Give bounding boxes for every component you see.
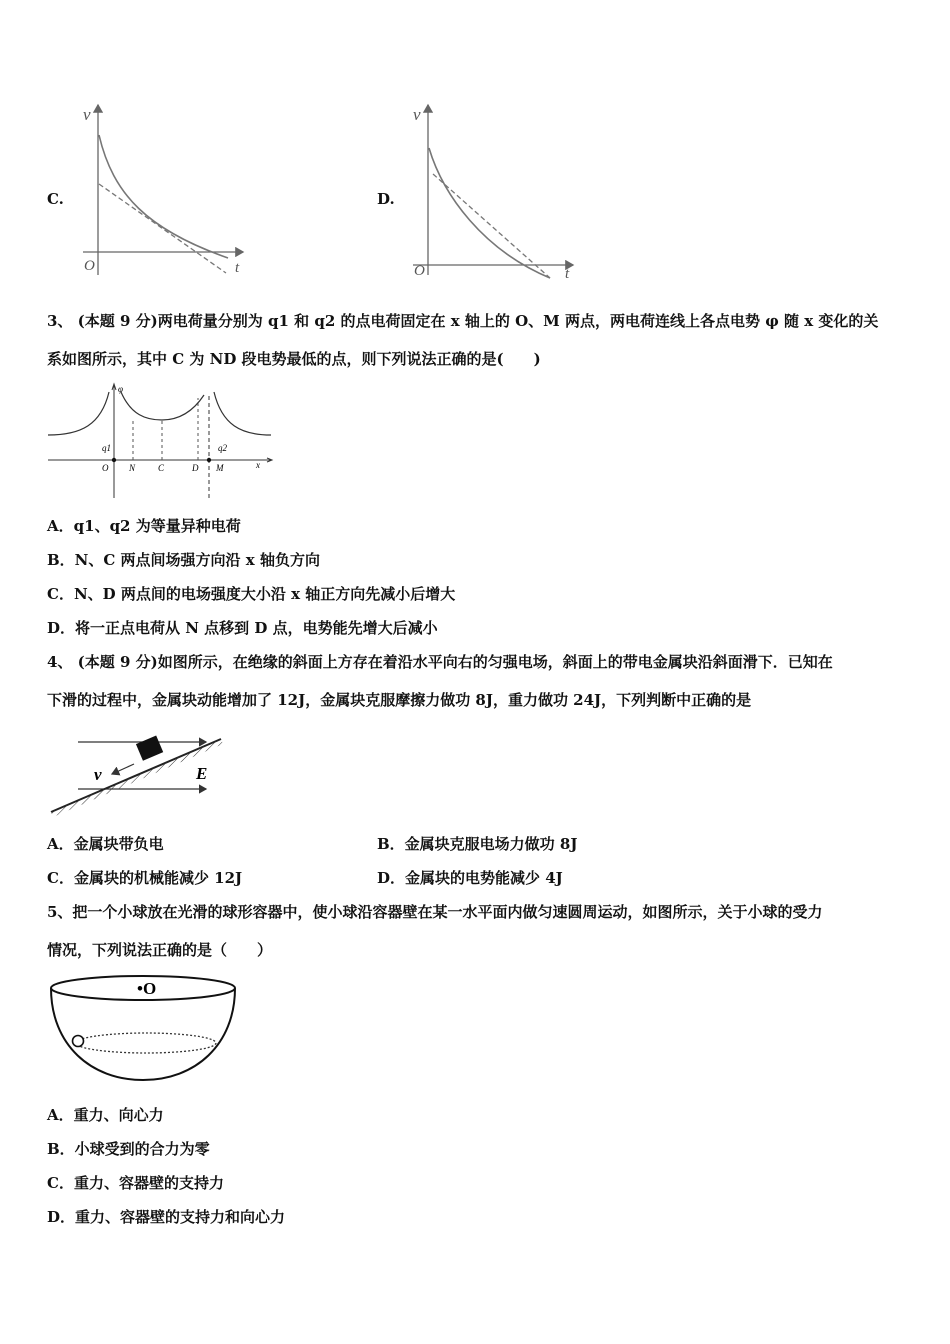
circular-path [76, 1033, 216, 1053]
m-label: M [216, 463, 224, 473]
velocity-label: v [94, 765, 102, 784]
q4-incline-diagram [46, 734, 226, 820]
option-c-label: C. [47, 190, 64, 208]
c-label: C [158, 463, 165, 473]
q1-label: q1 [102, 443, 111, 453]
small-ball [73, 1036, 84, 1047]
right-curve [214, 392, 271, 435]
v-label: v [83, 105, 91, 124]
q2-charge [207, 458, 211, 462]
v-t-curve [429, 148, 550, 278]
q3-potential-graph [46, 380, 276, 500]
origin-label: O [84, 258, 95, 274]
n-label: N [129, 463, 136, 473]
option-c-graph [78, 100, 253, 282]
o-label: O [102, 463, 109, 473]
metal-block [136, 736, 163, 761]
q3-option-b[interactable]: B．N、C 两点间场强方向沿 x 轴负方向 [47, 551, 320, 569]
q3-stem-line2: 系如图所示，其中 C 为 ND 段电势最低的点，则下列说法正确的是( ) [47, 350, 541, 368]
origin-label: O [414, 263, 425, 279]
q5-stem-line1: 5、把一个小球放在光滑的球形容器中，使小球沿容器壁在某一水平面内做匀速圆周运动，如图所示，关于小球的受力 [47, 903, 823, 921]
t-label: t [565, 266, 570, 282]
q5-option-c[interactable]: C．重力、容器壁的支持力 [47, 1174, 224, 1192]
t-label: t [235, 260, 240, 276]
left-curve [48, 392, 109, 435]
q4-stem-line2: 下滑的过程中，金属块动能增加了 12J，金属块克服摩擦力做功 8J，重力做功 24J，下列判断中正确的是 [47, 691, 752, 709]
center-o-label: •O [137, 979, 157, 998]
field-label: E [196, 764, 208, 783]
option-d-graph [408, 100, 583, 282]
q4-option-a[interactable]: A．金属块带负电 [47, 835, 164, 853]
q4-option-d[interactable]: D．金属块的电势能减少 4J [377, 869, 563, 887]
velocity-arrow [112, 764, 134, 774]
q3-option-c[interactable]: C．N、D 两点间的电场强度大小沿 x 轴正方向先减小后增大 [47, 585, 456, 603]
q1-charge [112, 458, 116, 462]
q5-option-a[interactable]: A．重力、向心力 [47, 1106, 164, 1124]
bowl-body [51, 988, 235, 1080]
tangent-line [99, 184, 226, 273]
q2-label: q2 [218, 443, 227, 453]
q5-stem-line2: 情况，下列说法正确的是（ ） [47, 941, 273, 959]
v-t-curve [99, 135, 228, 258]
q5-bowl-diagram [46, 970, 246, 1090]
q5-option-d[interactable]: D．重力、容器壁的支持力和向心力 [47, 1208, 286, 1226]
d-label: D [192, 463, 199, 473]
middle-curve [121, 392, 204, 420]
q5-option-b[interactable]: B．小球受到的合力为零 [47, 1140, 210, 1158]
q4-option-c[interactable]: C．金属块的机械能减少 12J [47, 869, 243, 887]
v-label: v [413, 105, 421, 124]
q3-option-d[interactable]: D．将一正点电荷从 N 点移到 D 点，电势能先增大后减小 [47, 619, 438, 637]
phi-label: φ [118, 384, 123, 394]
q4-option-b[interactable]: B．金属块克服电场力做功 8J [377, 835, 578, 853]
q3-option-a[interactable]: A．q1、q2 为等量异种电荷 [47, 517, 241, 535]
tangent-line [433, 174, 550, 278]
q3-stem-line1: 3、 (本题 9 分)两电荷量分别为 q1 和 q2 的点电荷固定在 x 轴上的 O、M 两点，两电荷连线上各点电势 φ 随 x 变化的关 [47, 312, 879, 330]
q4-stem-line1: 4、 (本题 9 分)如图所示，在绝缘的斜面上方存在着沿水平向右的匀强电场，斜面上的带电金属块沿斜面滑下．已知在 [47, 653, 833, 671]
x-label: x [256, 460, 260, 470]
option-d-label: D. [377, 190, 395, 208]
